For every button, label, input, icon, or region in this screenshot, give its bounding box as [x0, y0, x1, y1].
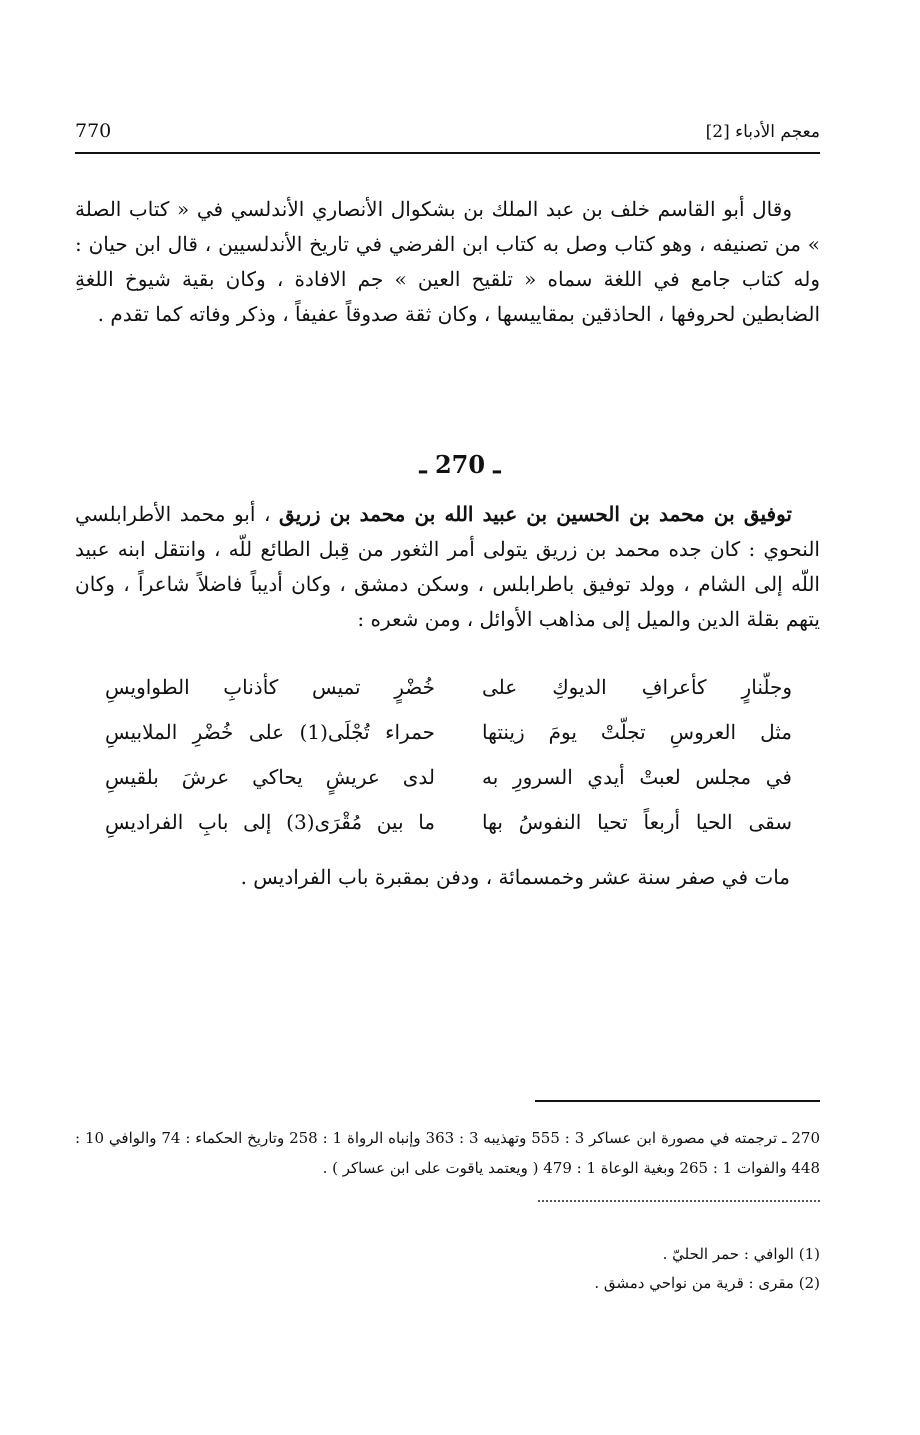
footnote-sources: 270 ـ ترجمته في مصورة ابن عساكر 3 : 555 وتهذيبه 3 : 363 وإنباه الرواة 1 : 258 وتاريخ الحكماء : 74 والوافي 10 : 448 والفوات 1 : 265 وبغية الوعاة 1 : 479 ( ويعتمد ياقوت على ابن عساكر ) . — [75, 1129, 821, 1177]
entry-person-name: توفيق بن محمد بن الحسين بن عبيد الله بن محمد بن زريق — [279, 502, 792, 526]
entry-text: ، أبو محمد الأطرابلسي النحوي : كان جده محمد بن زريق يتولى أمر الثغور من قِبل الطائع للّه ، وانتقل ابنه عبيد اللّه إلى الشام ، وولد توفيق باطرابلس ، وسكن دمشق ، وكان أديباً فاضلاً شاعراً ، وكان يتهم بقلة الدين والميل إلى مذاهب الأوائل ، ومن شعره : — [75, 502, 820, 631]
death-paragraph: مات في صفر سنة عشر وخمسمائة ، ودفن بمقبرة باب الفراديس . — [240, 865, 790, 889]
verse-second-hemistich: حمراء تُجْلَى(1) على خُضْرِ الملابيسِ — [105, 720, 435, 744]
verse-second-hemistich: لدى عريشٍ يحاكي عرشَ بلقيسِ — [105, 765, 435, 789]
verse-line — [75, 810, 820, 855]
poem — [75, 675, 820, 855]
footnote-divider — [535, 1100, 820, 1102]
verse-line — [75, 765, 820, 810]
running-title: معجم الأدباء [2] — [705, 122, 820, 142]
entry-paragraph — [75, 497, 820, 637]
verse-first-hemistich: وجلّنارٍ كأعرافِ الديوكِ على — [482, 675, 792, 699]
page-number: 770 — [75, 120, 112, 142]
dotted-divider — [538, 1200, 820, 1202]
verse-line — [75, 720, 820, 765]
verse-line — [75, 675, 820, 720]
footnote-notes — [594, 1240, 820, 1298]
footnote-note: (1) الوافي : حمر الحليّ . — [662, 1245, 820, 1263]
verse-second-hemistich: ما بين مُقْرَى(3) إلى بابِ الفراديسِ — [105, 810, 436, 834]
footnote-note: (2) مقرى : قرية من نواحي دمشق . — [594, 1274, 820, 1292]
verse-first-hemistich: مثل العروسِ تجلّتْ يومَ زينتها — [482, 720, 792, 744]
entry-number: ـ 270 ـ — [419, 450, 501, 479]
paragraph-ibn-bashkuwal: وقال أبو القاسم خلف بن عبد الملك بن بشكوال الأنصاري الأندلسي في « كتاب الصلة » من تصنيفه ، وهو كتاب وصل به كتاب ابن الفرضي في تاريخ الأندلسيين ، قال ابن حيان : وله كتاب جامع في اللغة سماه « تلقيح العين » جم الافادة ، وكان بقية شيوخ اللغةِ الضابطين لحروفها ، الحاذقين بمقاييسها ، وكان ثقة صدوقاً عفيفاً ، وذكر وفاته كما تقدم . — [75, 197, 820, 326]
verse-first-hemistich: سقى الحيا أربعاً تحيا النفوسُ بها — [482, 810, 792, 834]
verse-second-hemistich: خُضْرٍ تميس كأذنابِ الطواويسِ — [105, 675, 435, 699]
verse-first-hemistich: في مجلس لعبتْ أيدي السرورِ به — [482, 765, 792, 789]
page-header — [75, 112, 820, 154]
